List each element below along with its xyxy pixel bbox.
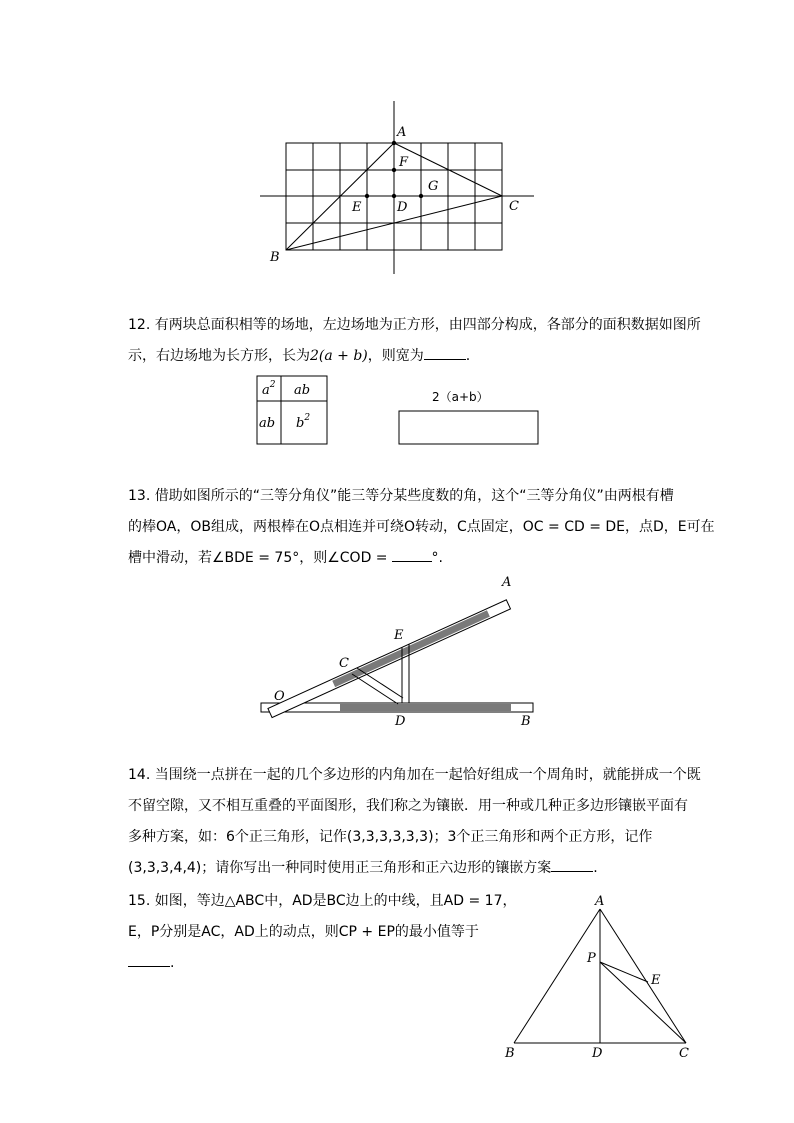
square-ab-left: ab	[259, 416, 276, 431]
q15-line1: 15. 如图，等边△ABC中，AD是BC边上的中线，且AD = 17，	[128, 893, 517, 909]
label-P: P	[587, 951, 596, 966]
q14-line1: 14. 当围绕一点拼在一起的几个多边形的内角加在一起恰好组成一个周角时，就能拼成一个既	[128, 767, 701, 783]
label-A: A	[595, 894, 605, 909]
label-D: D	[592, 1046, 603, 1061]
q14-line3: 多种方案，如：6个正三角形，记作(3,3,3,3,3,3)；3个正三角形和两个正方形，记作	[128, 829, 653, 845]
label-A: A	[502, 575, 512, 590]
label-C: C	[339, 656, 349, 671]
label-B: B	[521, 714, 531, 729]
label-E: E	[651, 973, 661, 988]
label-D: D	[395, 714, 406, 729]
q12-line2-pre: 示，右边场地为长方形，长为	[128, 348, 310, 364]
q13-line1: 13. 借助如图所示的“三等分角仪”能三等分某些度数的角，这个“三等分角仪”由两根有槽	[128, 488, 674, 504]
label-C: C	[509, 199, 519, 214]
q12-line2-end: .	[465, 348, 471, 364]
q14-line2: 不留空隙，又不相互重叠的平面图形，我们称之为镶嵌．用一种或几种正多边形镶嵌平面有	[128, 798, 688, 814]
q12-line1: 12. 有两块总面积相等的场地，左边场地为正方形，由四部分构成，各部分的面积数据如图所	[128, 317, 701, 333]
rectangle-length-label: 2（a+b）	[432, 390, 489, 404]
label-B: B	[270, 250, 280, 265]
q15-line2: E，P分别是AC，AD上的动点，则CP + EP的最小值等于	[128, 924, 479, 940]
q14-line4-end: .	[593, 860, 598, 876]
square-b2: $b^2$	[296, 413, 311, 431]
square-ab-top: ab	[294, 383, 311, 398]
q13-line3-pre: 槽中滑动，若∠BDE = 75°，则∠COD =	[128, 550, 388, 566]
label-O: O	[274, 689, 285, 704]
segment-PC	[600, 962, 686, 1043]
square-a2: $a^2$	[262, 380, 276, 398]
q13-line3-end: °.	[431, 550, 443, 566]
label-F: F	[399, 155, 409, 170]
label-C: C	[679, 1046, 689, 1061]
q12-line2-math: 2(a + b)	[310, 348, 368, 364]
label-A: A	[397, 125, 407, 140]
side-AB	[514, 909, 600, 1043]
label-D: D	[397, 200, 408, 215]
side-AC	[600, 909, 686, 1043]
q14-line4-pre: (3,3,3,4,4)；请你写出一种同时使用正三角形和正六边形的镶嵌方案	[128, 860, 552, 876]
q15-line3-end: .	[170, 955, 175, 971]
q13-line2: 的棒OA，OB组成，两根棒在O点相连并可绕O转动，C点固定，OC = CD = DE，点D，E可在	[128, 519, 715, 535]
label-G: G	[428, 179, 439, 194]
q12-line2-mid: ，则宽为	[367, 348, 424, 364]
label-E: E	[394, 628, 404, 643]
label-B: B	[505, 1046, 515, 1061]
label-E: E	[352, 200, 362, 215]
